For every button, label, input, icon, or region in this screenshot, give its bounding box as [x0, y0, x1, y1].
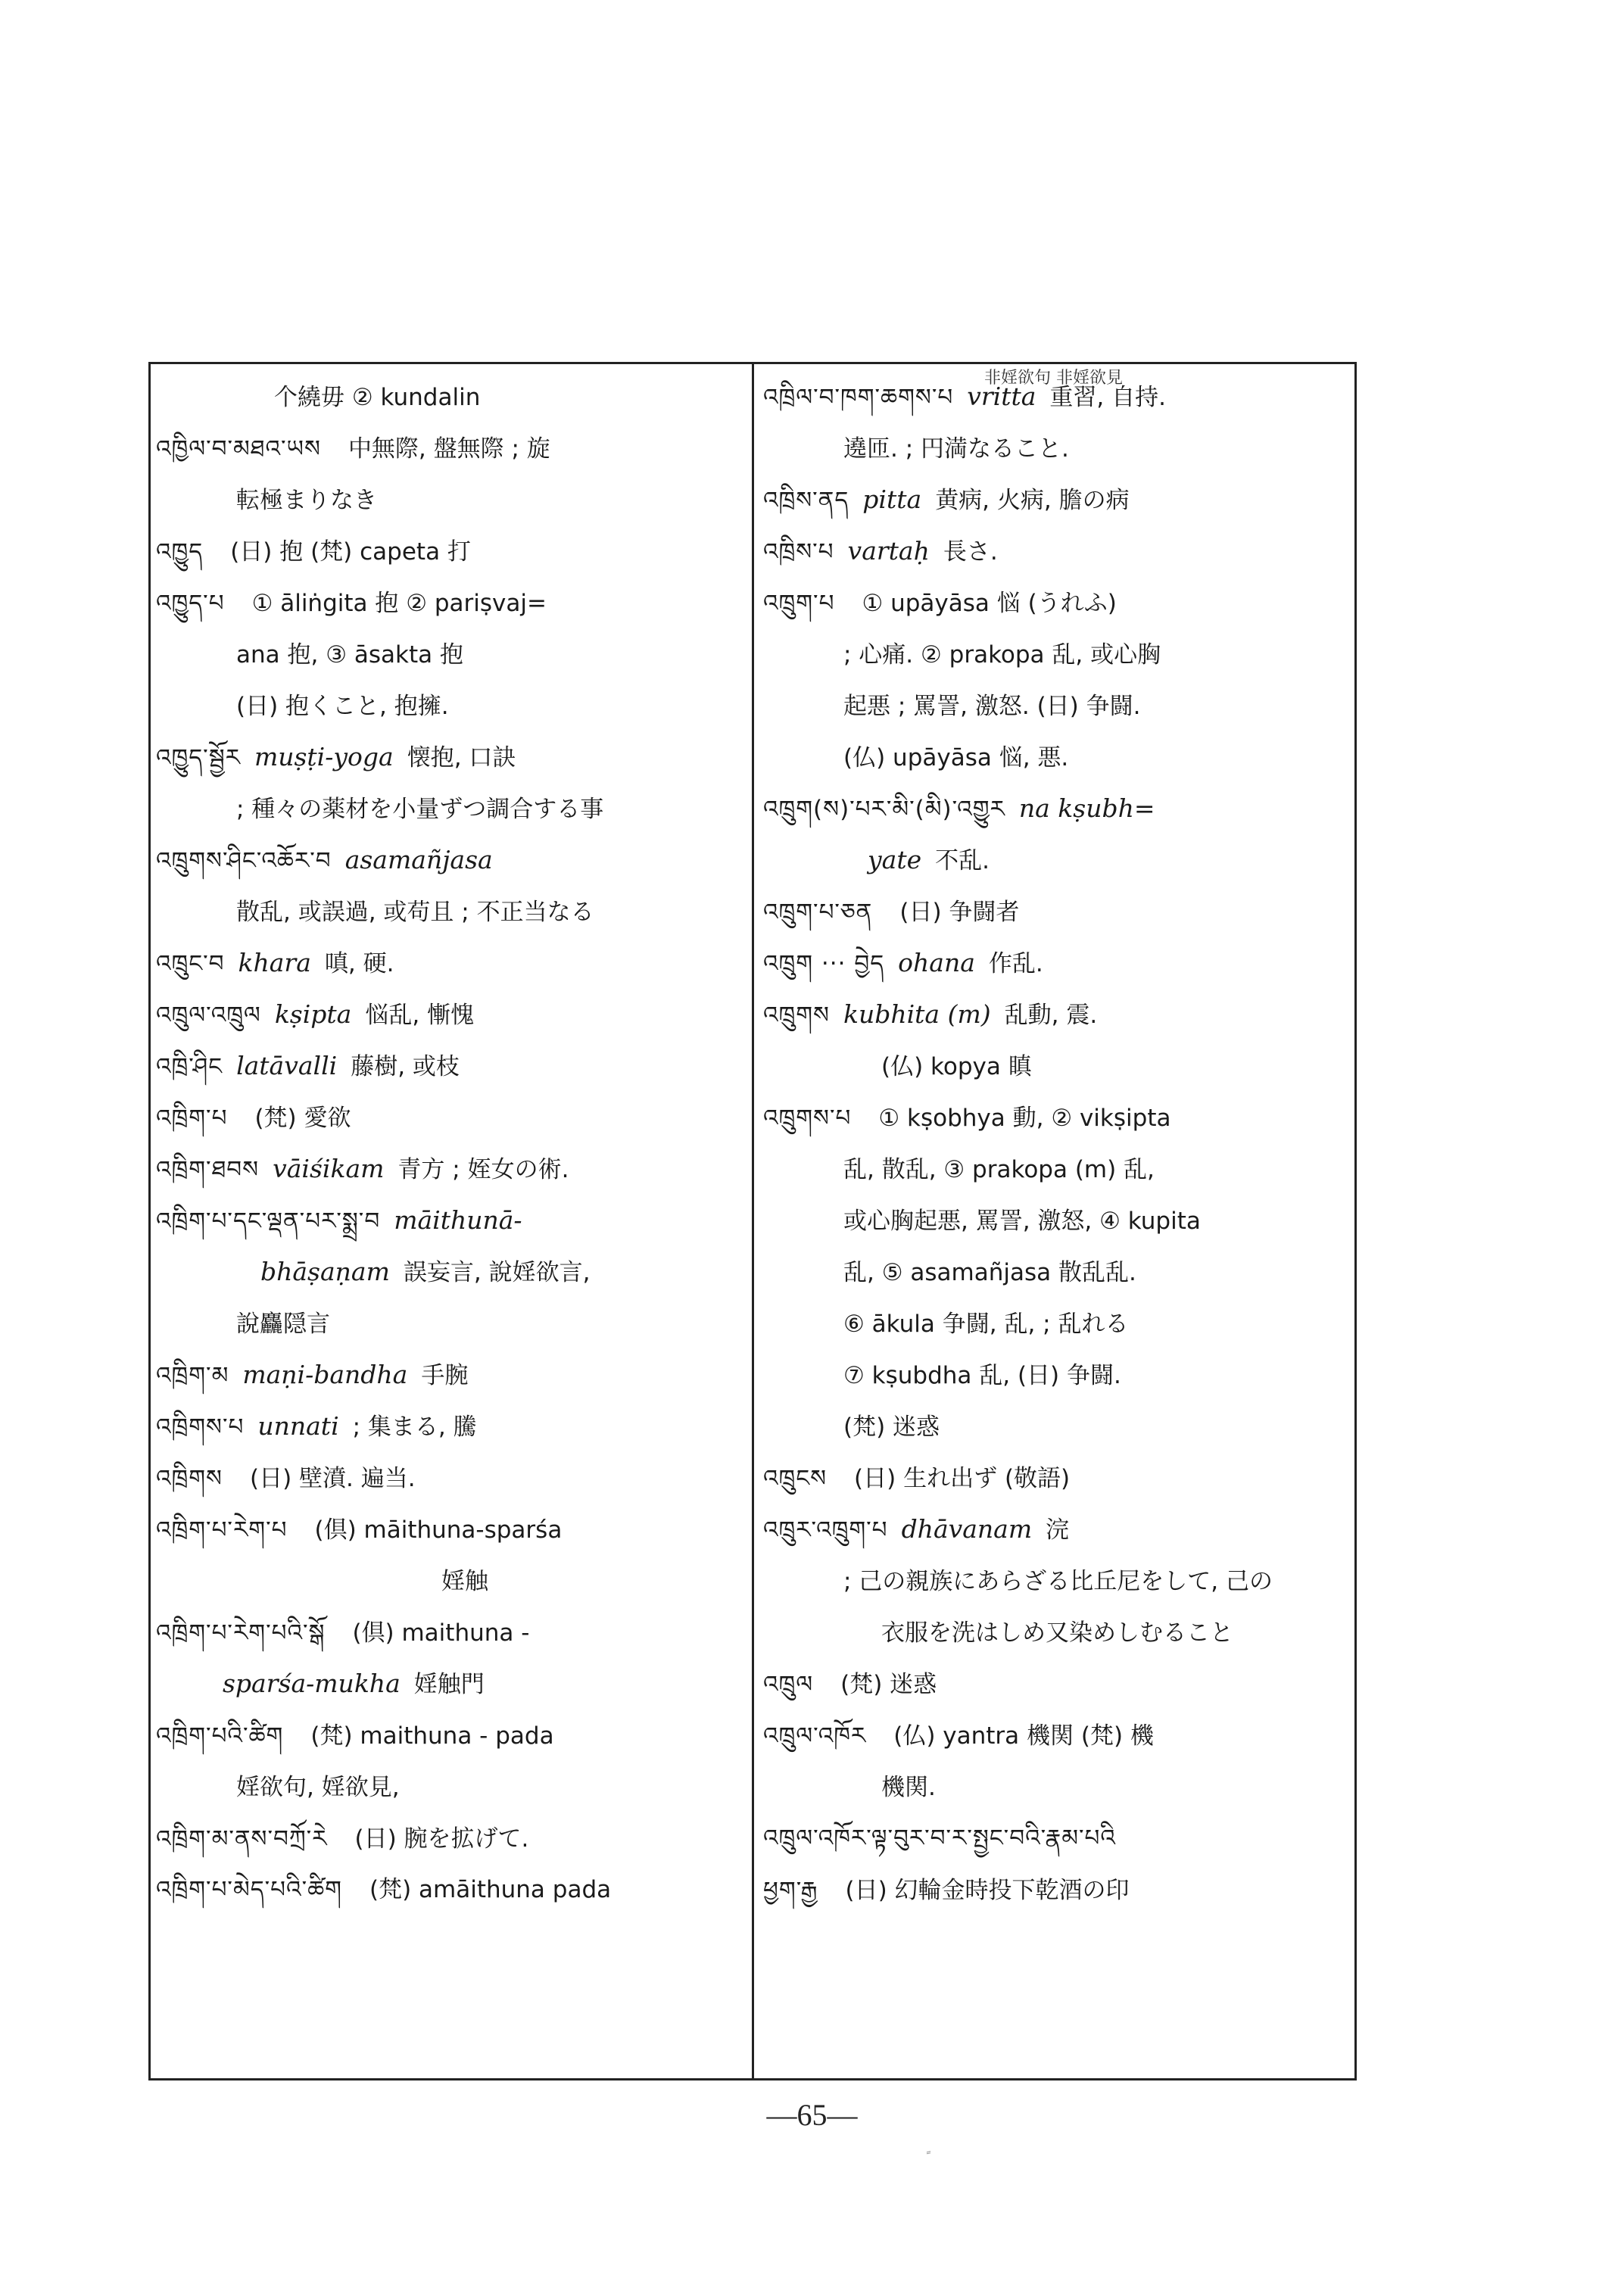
sanskrit-equivalent: ohana: [898, 948, 975, 977]
tibetan-headword: འཁྲིག་པ: [156, 1105, 228, 1132]
japanese-gloss: (日) 抱 (梵) capeta 打: [230, 538, 471, 566]
sanskrit-equivalent: yate: [868, 845, 922, 874]
right-entry-line: [763, 371, 1354, 422]
japanese-gloss: ana 抱, ③ āsakta 抱: [236, 641, 463, 669]
sanskrit-equivalent: unnati: [257, 1411, 339, 1441]
tibetan-headword: འཁྱུད: [156, 538, 204, 566]
right-entry-line: [763, 1143, 1354, 1195]
japanese-gloss: 个繞毋 ② kundalin: [274, 384, 481, 411]
tibetan-headword: ཕྱག་རྒྱ: [763, 1877, 818, 1904]
left-entry-line: [156, 371, 747, 422]
sanskrit-equivalent: vritta: [967, 382, 1036, 411]
tibetan-headword: འཁྲུལ་འཁོར: [763, 1722, 867, 1750]
japanese-gloss: 長さ.: [943, 538, 998, 566]
japanese-gloss: (梵) 愛欲: [254, 1105, 351, 1132]
tibetan-headword: འཁྲུག(ས)་པར་མི་(མི)་འགྱུར: [763, 796, 1005, 823]
tibetan-headword: འཁྲིགས་པ: [156, 1413, 245, 1441]
japanese-gloss: ① upāyāsa 悩 (うれふ): [862, 590, 1117, 617]
tibetan-headword: འཁྲིས་པ: [763, 538, 834, 566]
right-entry-line: [763, 1710, 1354, 1761]
left-column: [156, 371, 747, 1915]
right-entry-line: [763, 577, 1354, 628]
left-entry-line: [156, 1710, 747, 1761]
japanese-gloss: 婬欲句, 婬欲見,: [236, 1774, 400, 1801]
japanese-gloss: (仏) upāyāsa 悩, 悪.: [843, 744, 1069, 771]
right-entry-line: [763, 1092, 1354, 1143]
japanese-gloss: ; 己の親族にあらざる比丘尼をして, 己の: [843, 1568, 1273, 1595]
japanese-gloss: (日) 壁濆. 遍当.: [249, 1465, 416, 1492]
sanskrit-equivalent: māithunā-: [394, 1205, 522, 1235]
header-note: 非婬欲句 非婬欲見: [984, 369, 1123, 388]
japanese-gloss: 乱, ⑤ asamañjasa 散乱乱.: [843, 1259, 1136, 1286]
japanese-gloss: (梵) 迷惑: [843, 1413, 940, 1441]
tibetan-headword: འཁྲིག་མ: [156, 1362, 229, 1389]
right-entry-line: [763, 1812, 1354, 1864]
left-entry-line: [156, 1349, 747, 1401]
right-entry-line: [763, 1864, 1354, 1915]
left-entry-line: [156, 1246, 747, 1298]
right-entry-line: [763, 1504, 1354, 1555]
tibetan-headword: འཁྲུང་བ: [156, 950, 225, 977]
japanese-gloss: (日) 生れ出ず (敬語): [854, 1465, 1071, 1492]
japanese-gloss: 黄病, 火病, 膽の病: [935, 487, 1130, 514]
sanskrit-equivalent: pitta: [862, 485, 922, 514]
japanese-gloss: (日) 争闘者: [899, 899, 1020, 926]
sanskrit-equivalent: asamañjasa: [344, 845, 493, 874]
sanskrit-equivalent: vāiśikam: [273, 1154, 385, 1183]
tibetan-headword: འཁྲུགས་པ: [763, 1105, 852, 1132]
japanese-gloss: ; 心痛. ② prakopa 乱, 或心胸: [843, 641, 1161, 669]
tibetan-headword: འཁྲི་ཤིང: [156, 1053, 223, 1080]
japanese-gloss: 浣: [1046, 1516, 1070, 1544]
tibetan-headword: འཁྲུག ··· བྱེད: [763, 950, 885, 977]
japanese-gloss: 悩乱, 慚愧: [365, 1002, 475, 1029]
tibetan-headword: འཁྲིགས: [156, 1465, 223, 1492]
left-entry-line: [156, 783, 747, 834]
japanese-gloss: (仏) yantra 機関 (梵) 機: [893, 1722, 1154, 1750]
tibetan-headword: འཁྱུད་པ: [156, 590, 225, 617]
japanese-gloss: 或心胸起悪, 罵詈, 激怒, ④ kupita: [843, 1208, 1201, 1235]
left-entry-line: [156, 525, 747, 577]
tibetan-headword: འཁྲུལ་འཁོར་ལྟ་བུར་བ་ར་སྤྱང་བའི་རྣམ་པའི: [763, 1825, 1116, 1852]
left-entry-line: [156, 1452, 747, 1504]
japanese-gloss: ; 集まる, 騰: [352, 1413, 477, 1441]
japanese-gloss: (梵) amāithuna pada: [369, 1876, 612, 1903]
japanese-gloss: 婬触: [441, 1568, 488, 1595]
left-entry-line: [156, 989, 747, 1040]
tibetan-headword: འཁྲུག་པ: [763, 590, 835, 617]
right-entry-line: [763, 1452, 1354, 1504]
japanese-gloss: 中無際, 盤無際 ; 旋: [348, 435, 550, 463]
right-entry-line: [763, 1761, 1354, 1812]
right-entry-line: [763, 1607, 1354, 1658]
japanese-gloss: ⑦ kṣubdha 乱, (日) 争闘.: [843, 1362, 1121, 1389]
japanese-gloss: 散乱, 或誤過, 或苟且 ; 不正当なる: [236, 899, 594, 926]
tibetan-headword: འཁྲུགས་ཤིང་འཆོར་བ: [156, 847, 332, 874]
left-entry-line: [156, 1092, 747, 1143]
left-entry-line: [156, 1658, 747, 1710]
japanese-gloss: 作乱.: [988, 950, 1043, 977]
right-entry-line: [763, 525, 1354, 577]
left-entry-line: [156, 937, 747, 989]
tibetan-headword: འཁྲིལ་བ་ཁག་ཆགས་པ: [763, 384, 954, 411]
japanese-gloss: (倶) māithuna-sparśa: [314, 1516, 563, 1544]
right-entry-line: [763, 422, 1354, 474]
column-divider: [752, 362, 754, 2080]
japanese-gloss: 誤妄言, 說婬欲言,: [403, 1259, 591, 1286]
left-entry-line: [156, 1864, 747, 1915]
japanese-gloss: 衣服を洗はしめ又染めしむること: [881, 1619, 1233, 1647]
japanese-gloss: 懐抱, 口訣: [407, 744, 516, 771]
left-entry-line: [156, 1607, 747, 1658]
sanskrit-equivalent: dhāvanam: [901, 1514, 1033, 1544]
japanese-gloss: 說麤隠言: [236, 1311, 330, 1338]
tibetan-headword: འཁྲིག་པ་དང་ལྡན་པར་སྨྲ་བ: [156, 1208, 381, 1235]
tibetan-headword: འཁྲིག་པ་མེད་པའི་ཚིག: [156, 1876, 342, 1903]
sanskrit-equivalent: sparśa-mukha: [223, 1669, 401, 1698]
tibetan-headword: འཁྱུད་སྦྱོར: [156, 744, 241, 771]
left-entry-line: [156, 474, 747, 525]
right-entry-line: [763, 1555, 1354, 1607]
left-entry-line: [156, 1401, 747, 1452]
japanese-gloss: 婬触門: [413, 1671, 485, 1698]
right-entry-line: [763, 1195, 1354, 1246]
left-entry-line: [156, 680, 747, 731]
right-entry-line: [763, 1298, 1354, 1349]
left-entry-line: [156, 1195, 747, 1246]
japanese-gloss: 乱, 散乱, ③ prakopa (m) 乱,: [843, 1156, 1155, 1183]
tibetan-headword: འཁྲིག་ཐབས: [156, 1156, 260, 1183]
japanese-gloss: ⑥ ākula 争闘, 乱, ; 乱れる: [843, 1311, 1129, 1338]
left-entry-line: [156, 628, 747, 680]
left-entry-line: [156, 834, 747, 886]
sanskrit-equivalent: na kṣubh=: [1018, 793, 1155, 823]
sanskrit-equivalent: maṇi-bandha: [242, 1360, 408, 1389]
japanese-gloss: (日) 幻輪金時投下乾酒の印: [845, 1877, 1130, 1904]
right-entry-line: [763, 628, 1354, 680]
tibetan-headword: འཁྲིག་པ་རེག་པའི་སྒོ: [156, 1619, 326, 1647]
right-entry-line: [763, 731, 1354, 783]
japanese-gloss: 重習, 自持.: [1049, 384, 1166, 411]
page-number: —65—: [766, 2098, 858, 2132]
tibetan-headword: འཁྲུངས: [763, 1465, 828, 1492]
japanese-gloss: 機関.: [881, 1774, 936, 1801]
right-entry-line: [763, 937, 1354, 989]
japanese-gloss: (倶) maithuna -: [352, 1619, 530, 1647]
left-entry-line: [156, 577, 747, 628]
tibetan-headword: འཁྲུར་འཁྲུག་པ: [763, 1516, 888, 1544]
left-entry-line: [156, 1298, 747, 1349]
left-entry-line: [156, 1812, 747, 1864]
right-entry-line: [763, 1246, 1354, 1298]
left-entry-line: [156, 886, 747, 937]
sanskrit-equivalent: kṣipta: [274, 999, 352, 1029]
sanskrit-equivalent: latāvalli: [236, 1051, 338, 1080]
right-entry-line: [763, 474, 1354, 525]
japanese-gloss: 転極まりなき: [236, 487, 377, 514]
tibetan-headword: འཁྲིག་མ་ནས་བཀྲོ་རེ: [156, 1825, 328, 1853]
left-entry-line: [156, 1040, 747, 1092]
tibetan-headword: འཁྲུགས: [763, 1002, 830, 1029]
japanese-gloss: (仏) kopya 瞋: [881, 1053, 1032, 1080]
japanese-gloss: 嗔, 硬.: [324, 950, 394, 977]
left-entry-line: [156, 731, 747, 783]
left-entry-line: [156, 1761, 747, 1812]
right-column: [763, 371, 1354, 1915]
japanese-gloss: ① kṣobhya 動, ② vikṣipta: [878, 1105, 1171, 1132]
sanskrit-equivalent: kubhita (m): [843, 999, 991, 1029]
tibetan-headword: འཁྲུལ: [763, 1671, 814, 1698]
japanese-gloss: (梵) maithuna - pada: [310, 1722, 554, 1750]
left-entry-line: [156, 1555, 747, 1607]
japanese-gloss: 起悪 ; 罵詈, 激怒. (日) 争闘.: [843, 693, 1141, 720]
japanese-gloss: ① āliṅgita 抱 ② pariṣvaj=: [251, 590, 547, 617]
right-entry-line: [763, 1349, 1354, 1401]
japanese-gloss: (梵) 迷惑: [840, 1671, 937, 1698]
left-entry-line: [156, 1504, 747, 1555]
left-entry-line: [156, 422, 747, 474]
tibetan-headword: འཁྲིག་པ་རེག་པ: [156, 1516, 288, 1544]
japanese-gloss: 手腕: [421, 1362, 469, 1389]
japanese-gloss: 青方 ; 姪女の術.: [397, 1156, 569, 1183]
sanskrit-equivalent: vartaḥ: [847, 536, 930, 566]
left-entry-line: [156, 1143, 747, 1195]
right-entry-line: [763, 1658, 1354, 1710]
tibetan-headword: འཁྲིག་པའི་ཚིག: [156, 1722, 284, 1750]
tibetan-headword: འཁྲུལ་འཁྲུལ: [156, 1002, 261, 1029]
right-entry-line: [763, 834, 1354, 886]
japanese-gloss: 藤樹, 或枝: [351, 1053, 460, 1080]
tibetan-headword: འཁྲིས་ནད: [763, 487, 849, 514]
japanese-gloss: 乱動, 震.: [1004, 1002, 1098, 1029]
right-entry-line: [763, 1401, 1354, 1452]
sanskrit-equivalent: muṣṭi-yoga: [254, 742, 394, 771]
right-entry-line: [763, 1040, 1354, 1092]
sanskrit-equivalent: bhāṣaṇam: [260, 1257, 390, 1286]
japanese-gloss: ; 種々の薬材を小量ずつ調合する事: [236, 796, 604, 823]
right-entry-line: [763, 783, 1354, 834]
tibetan-headword: འཁྲུག་པ་ཅན: [763, 899, 873, 926]
right-entry-line: [763, 989, 1354, 1040]
tibetan-headword: འཁྱིལ་བ་མཐའ་ཡས: [156, 435, 321, 463]
japanese-gloss: 不乱.: [935, 847, 990, 874]
right-entry-line: [763, 886, 1354, 937]
sanskrit-equivalent: khara: [238, 948, 311, 977]
japanese-gloss: (日) 腕を拡げて.: [354, 1825, 529, 1853]
japanese-gloss: 遶匝. ; 円満なること.: [843, 435, 1069, 463]
right-entry-line: [763, 680, 1354, 731]
japanese-gloss: (日) 抱くこと, 抱擁.: [236, 693, 449, 720]
